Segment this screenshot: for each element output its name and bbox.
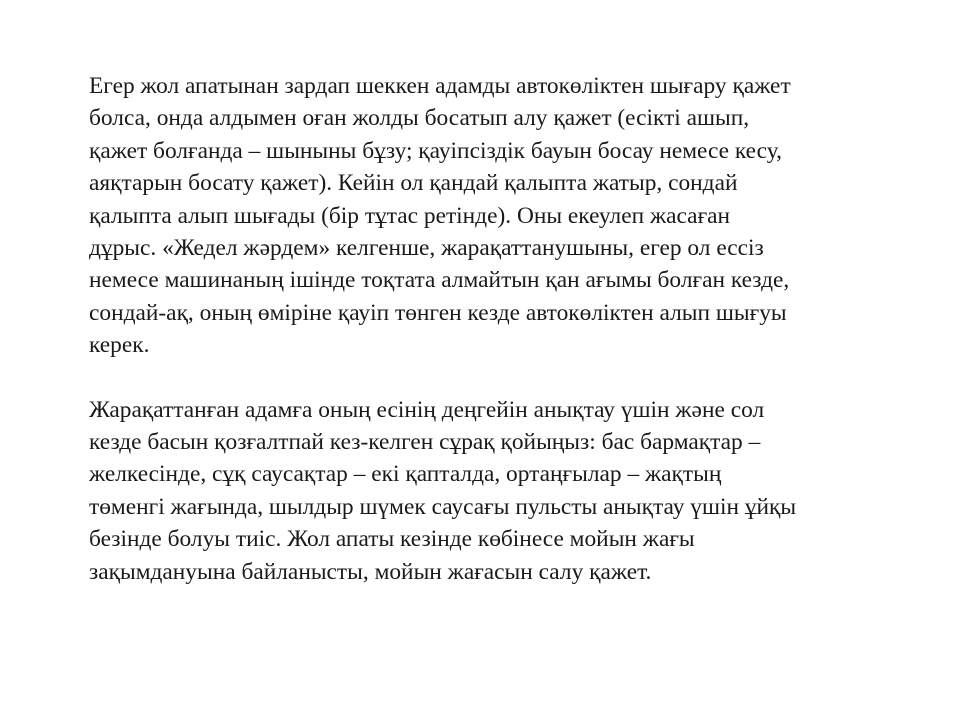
slide-text-body — [89, 70, 919, 588]
text-line: сондай-ақ, оның өміріне қауіп төнген кезде автокөліктен алып шығуы — [89, 299, 787, 326]
text-line: немесе машинаның ішінде тоқтата алмайтын қан ағымы болған кезде, — [89, 267, 790, 294]
text-line: қалыпта алып шығады (бір тұтас ретінде). Оны екеулеп жасаған — [89, 202, 731, 229]
text-line: аяқтарын босату қажет). Кейін ол қандай қалыпта жатыр, сондай — [89, 170, 738, 197]
text-line: төменгі жағында, шылдыр шүмек саусағы пульсты анықтау үшін ұйқы — [89, 493, 797, 520]
text-line: дұрыс. «Жедел жәрдем» келгенше, жарақаттанушыны, егер ол ессіз — [89, 235, 764, 262]
text-line: Егер жол апатынан зардап шеккен адамды автокөліктен шығару қажет — [89, 73, 791, 99]
text-line: Жарақаттанған адамға оның есінің деңгейін анықтау үшін және сол — [89, 396, 765, 423]
text-line: керек. — [89, 332, 150, 359]
text-line: безінде болуы тиіс. Жол апаты кезінде көбінесе мойын жағы — [89, 526, 695, 553]
paragraph-consciousness-check — [89, 394, 919, 588]
text-line: болса, онда алдымен оған жолды босатып алу қажет (есікті ашып, — [89, 105, 750, 132]
text-line: желкесінде, сұқ саусақтар – екі қапталда, ортаңғылар – жақтың — [89, 461, 722, 488]
text-line: кезде басын қозғалтпай кез-келген сұрақ қойыңыз: бас бармақтар – — [89, 429, 761, 456]
paragraph-extraction — [89, 70, 919, 362]
text-line: зақымдануына байланысты, мойын жағасын салу қажет. — [89, 558, 652, 585]
text-line: қажет болғанда – шыныны бұзу; қауіпсіздік бауын босау немесе кесу, — [89, 137, 782, 164]
